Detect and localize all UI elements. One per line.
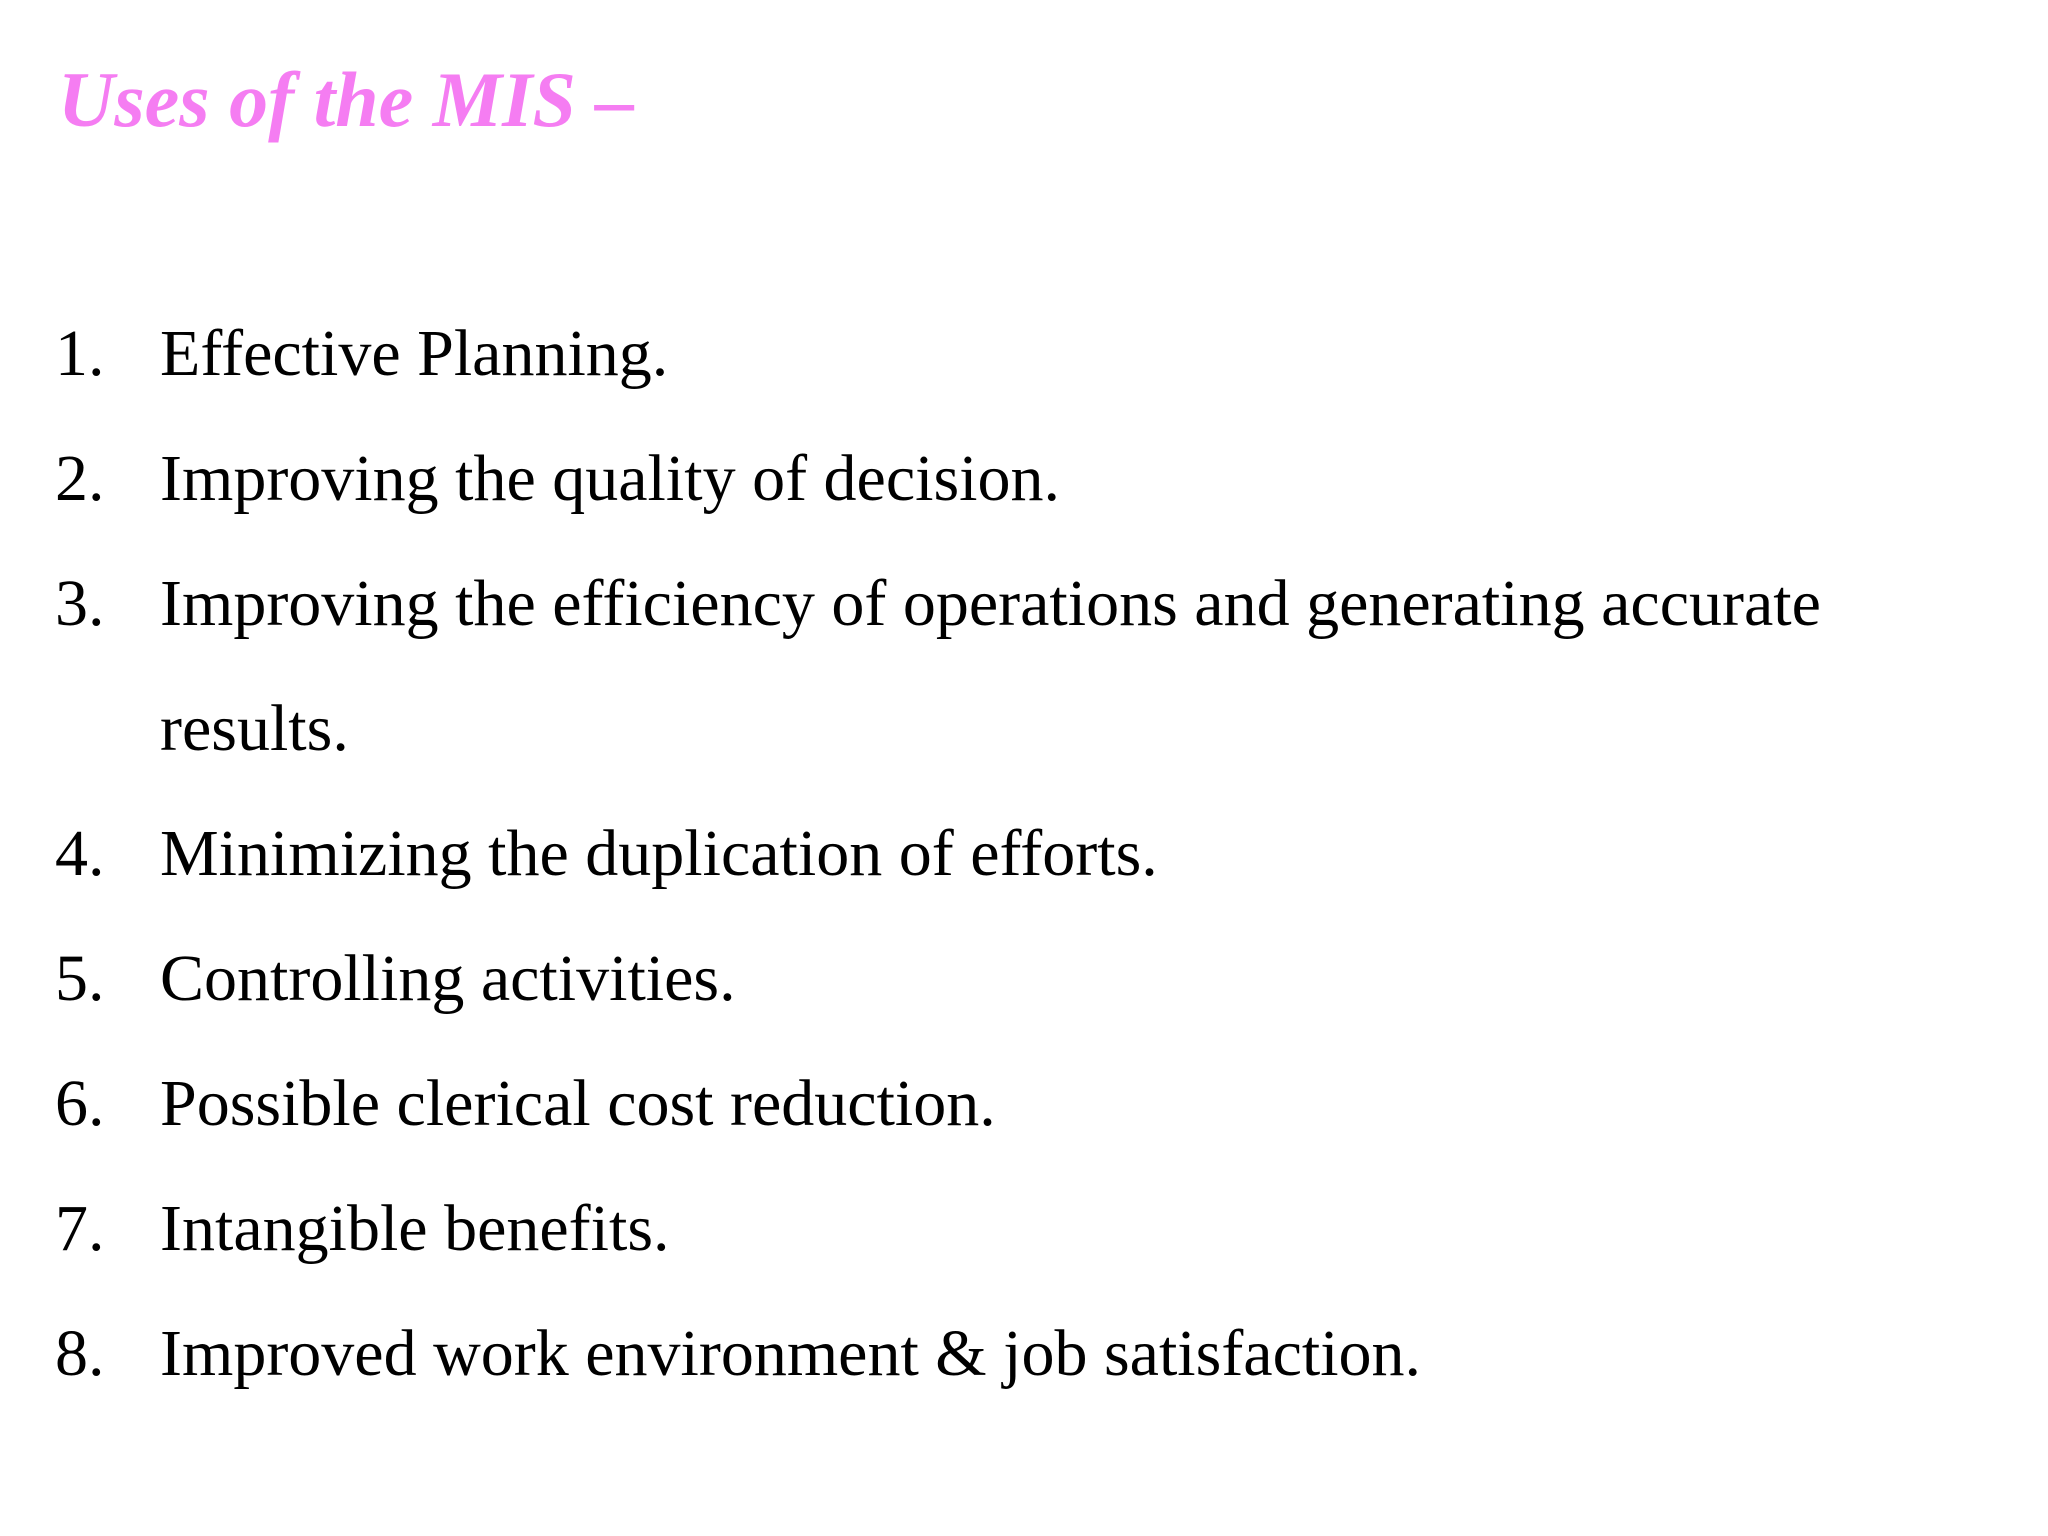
list-item [0, 1179, 2048, 1279]
list-item-text: Effective Planning. [160, 317, 669, 390]
list-item-number: 2. [55, 442, 105, 515]
list-item-text: Improved work environment & job satisfaction. [160, 1317, 1422, 1390]
list-item [0, 929, 2048, 1029]
list-item-number: 8. [55, 1317, 105, 1390]
list-item-text: Minimizing the duplication of efforts. [160, 817, 1158, 890]
list-item [0, 429, 2048, 529]
list-item [0, 554, 2048, 654]
list-item-number: 3. [55, 567, 105, 640]
list-item-continuation [0, 679, 2048, 779]
list-item-number: 5. [55, 942, 105, 1015]
page-title: Uses of the MIS – [58, 56, 635, 143]
list-item [0, 804, 2048, 904]
list-item-number: 4. [55, 817, 105, 890]
list-item-text: Improving the efficiency of operations and generating accurate [160, 567, 1821, 640]
list-item-number: 7. [55, 1192, 105, 1265]
list-item-number: 1. [55, 317, 105, 390]
list-item [0, 1304, 2048, 1404]
list-item [0, 1054, 2048, 1154]
list-item-text: Possible clerical cost reduction. [160, 1067, 996, 1140]
list-item-number: 6. [55, 1067, 105, 1140]
list-item [0, 304, 2048, 404]
list-item-text: Improving the quality of decision. [160, 442, 1060, 515]
list-item-text: Controlling activities. [160, 942, 736, 1015]
list-item-text: Intangible benefits. [160, 1192, 670, 1265]
list-item-text-continuation: results. [160, 692, 349, 765]
